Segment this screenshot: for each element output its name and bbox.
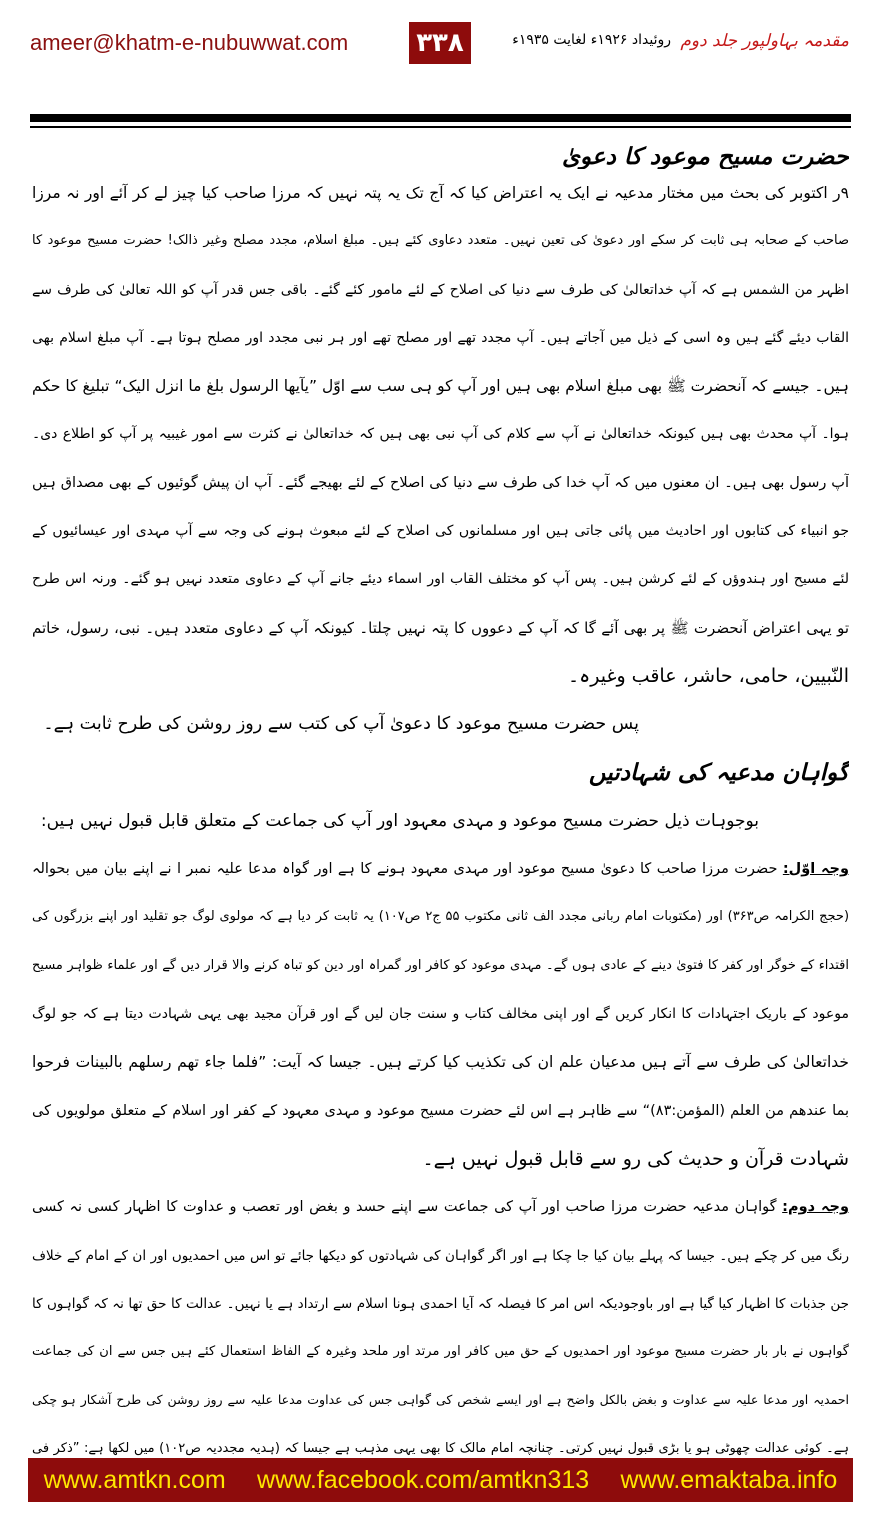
paragraph-line: النّبیین، حامی، حاشر، عاقب وغیرہ۔ — [568, 664, 849, 687]
reason2-first-line — [32, 1183, 849, 1231]
paragraph-line: ہیں۔ جیسے کہ آنحضرت ﷺ بھی مبلغ اسلام بھی ہیں اور آپ کو ہی سب سے اوّل ”یآیھا الرسول بلغ ما انزل الیک“ تبلیغ کا حکم — [32, 377, 849, 396]
paragraph-line: جو انبیاء کی کتابوں اور احادیث میں پائی جاتی ہیں اور مسلمانوں کی اصلاح کے لئے مبعوث ہونے کی وجہ سے آپ مہدی اور عیسائیوں کے — [32, 523, 849, 540]
paragraph-line: ہوا۔ آپ محدث بھی ہیں کیونکہ خداتعالیٰ نے آپ سے کلام کی آپ نبی بھی ہیں کہ خداتعالیٰ نے کثرت سے امور غیبیہ پر آپ کو اطلاع دی۔ — [32, 426, 849, 443]
footer-links-bar — [28, 1458, 853, 1502]
reason2-label: وجہ دوم: — [782, 1199, 849, 1216]
paragraph-line: بما عندھم من العلم (المؤمن:۸۳)“ سے ظاہر ہے اس لئے حضرت مسیح موعود و مہدی معہود کے کفر اور اسلام کے متعلق مولویوں کی — [32, 1102, 849, 1119]
paragraph-line: احمدیہ اور مدعا علیہ سے عداوت و بغض بالکل واضح ہے اور ایسے شخص کی گواہی جس کی عداوت مدعا علیہ سے روز روشن کی طرح آشکار ہو چکی — [32, 1392, 849, 1408]
paragraph-line: خداتعالیٰ کی طرف سے آتے ہیں مدعیان علم ان کی تکذیب کیا کرتے ہیں۔ جیسا کہ آیت: ”فلما جاء تھم رسلھم بالبینات فرحوا — [32, 1053, 849, 1072]
paragraph-line: آپ رسول بھی ہیں۔ ان معنوں میں کہ آپ خدا کی طرف سے دنیا کی اصلاح کے لئے بھیجے گئے۔ آپ ان پیش گوئیوں کے بھی مصداق ہیں — [32, 474, 849, 491]
paragraph-line: موعود کے باریک اجتہادات کا انکار کریں گے اور اپنی مخالف کتاب و سنت جان لیں گے اور قرآن مجید بھی یہی شہادت دیتا ہے کہ جو لوگ — [32, 1006, 849, 1023]
page-number-badge: ۳۳۸ — [409, 22, 471, 64]
paragraph-line: گواہوں نے بار بار حضرت مسیح موعود اور احمدیوں کے حق میں کافر اور مرتد اور ملحد وغیرہ کے الفاظ استعمال کئے ہیں جس سے ان کی جماعت — [32, 1344, 849, 1360]
header-subtitle: روئیداد ۱۹۲۶ء لغایت ۱۹۳۵ء — [512, 32, 671, 48]
paragraph-line: اقتداء کے خوگر اور کفر کا فتویٰ دینے کے عادی ہوں گے۔ مہدی موعود کو کافر اور گمراہ اور دین کو تباہ کرنے والا قرار دیں گے اور علماء ظواہر مسیح — [32, 957, 849, 973]
header-divider-thin — [30, 126, 851, 128]
conclusion-line: پس حضرت مسیح موعود کا دعویٰ آپ کی کتب سے روز روشن کی طرح ثابت ہے۔ — [43, 714, 639, 735]
paragraph-line: لئے مسیح اور ہندوؤں کے لئے کرشن ہیں۔ پس آپ کو مختلف القاب اور اسماء دیئے جانے آپ کے دعاوی متعدد نہیں ہو گئے۔ ورنہ اس طرح — [32, 571, 849, 588]
intro-line: بوجوہات ذیل حضرت مسیح موعود و مہدی معہود اور آپ کی جماعت کے متعلق قابل قبول نہیں ہیں: — [40, 810, 759, 831]
paragraph-line: تو یہی اعتراض آنحضرت ﷺ پر بھی آئے گا کہ آپ کے دعووں کا پتہ نہیں چلتا۔ کیونکہ آپ کے دعاوی متعدد ہیں۔ نبی، رسول، خاتم — [32, 618, 849, 637]
paragraph-line: ۹ر اکتوبر کی بحث میں مختار مدعیہ نے ایک یہ اعتراض کیا کہ آج تک یہ پتہ نہیں کہ مرزا صاحب کیا چیز لے کر آئے اور نہ مرزا — [32, 184, 849, 202]
header-divider-thick — [30, 114, 851, 122]
paragraph-line: ہے۔ کوئی عدالت چھوٹی ہو یا بڑی قبول نہیں کرتی۔ چنانچہ امام مالک کا بھی یہی مذہب ہے جیسا کہ (ہدیہ مجددیہ ص۱۰۲) میں لکھا ہے: ”ذکر فی — [32, 1440, 849, 1456]
footer-link-facebook[interactable]: www.facebook.com/amtkn313 — [257, 1465, 590, 1494]
paragraph-line: القاب دیئے گئے ہیں وہ اسی کے ذیل میں آجاتے ہیں۔ آپ مجدد تھے اور مصلح تھے اور ہر نبی مجدد اور مصلح ہوتا ہے۔ آپ مبلغ اسلام بھی — [32, 329, 849, 346]
footer-link-amtkn[interactable]: www.amtkn.com — [43, 1465, 226, 1494]
reason1-first-line — [32, 845, 849, 893]
section-heading: گواہان مدعیہ کی شہادتیں — [588, 759, 849, 786]
paragraph-line: جن جذبات کا اظہار کیا گیا ہے اور باوجودیکہ اس امر کا فیصلہ کہ آیا احمدی ہونا اسلام سے ارتداد ہے یا نہیں۔ عدالت کا حق تھا نہ کہ گواہوں کا — [32, 1295, 849, 1312]
paragraph-line: رنگ میں کر چکے ہیں۔ جیسا کہ پہلے بیان کیا جا چکا ہے اور اگر گواہان کی شہادتوں کو دیکھا جائے تو اس میں احمدیوں اور ان کے امام کے خلاف — [32, 1247, 849, 1264]
footer-link-emaktaba[interactable]: www.emaktaba.info — [620, 1465, 838, 1494]
page-body — [32, 145, 849, 1473]
paragraph-line: صاحب کے صحابہ ہی ثابت کر سکے اور دعویٰ کی تعین نہیں۔ متعدد دعاوی کئے ہیں۔ مبلغ اسلام، مجدد مصلح وغیر ذالک! حضرت مسیح موعود کا — [32, 233, 849, 249]
section-heading: حضرت مسیح موعود کا دعویٰ — [561, 145, 849, 169]
paragraph-text: حضرت مرزا صاحب کا دعویٰ مسیح موعود اور مہدی معہود ہونے کا ہے اور گواہ مدعا علیہ نمبر ا نے اپنے بیان میں بحوالہ — [32, 861, 778, 878]
reason1-label: وجہ اوّل: — [782, 861, 849, 878]
paragraph-line: (حجج الکرامہ ص۳۶۳) اور (مکتوبات امام ربانی مجدد الف ثانی مکتوب ۵۵ ج۲ ص۱۰۷) یہ ثابت کر دیا ہے کہ مولوی لوگ جو تقلید اور اپنے بزرگوں کی — [32, 909, 849, 925]
header-book-title: مقدمہ بہاولپور جلد دوم — [680, 31, 849, 51]
paragraph-line: شہادت قرآن و حدیث کی رو سے قابل قبول نہیں ہے۔ — [422, 1147, 849, 1170]
header-email-link[interactable]: ameer@khatm-e-nubuwwat.com — [30, 30, 349, 55]
paragraph-text: گواہان مدعیہ حضرت مرزا صاحب اور آپ کی جماعت سے اپنے حسد و بغض اور تعصب و عداوت کا اظہار کسی نہ کسی — [32, 1199, 777, 1216]
paragraph-line: اظہر من الشمس ہے کہ آپ خداتعالیٰ کی طرف سے دنیا کی اصلاح کے لئے مامور کئے گئے۔ باقی جس قدر آپ کو اللہ تعالیٰ کی طرف سے — [32, 281, 849, 298]
